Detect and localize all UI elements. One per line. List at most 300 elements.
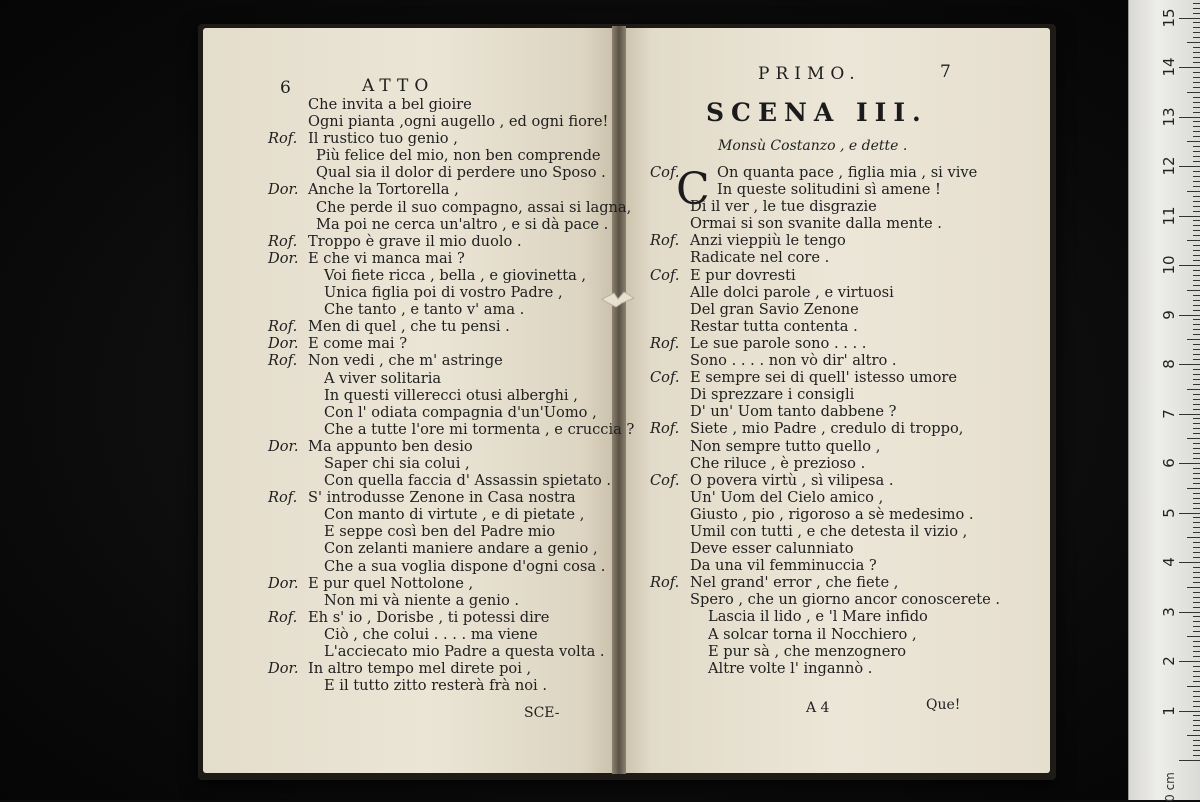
speaker-label: Rof. bbox=[268, 489, 298, 507]
verse-text: Unica figlia poi di vostro Padre , bbox=[324, 284, 563, 302]
ruler-tick bbox=[1187, 42, 1200, 43]
verse-text: Che a tutte l'ore mi tormenta , e cruccia ? bbox=[324, 420, 635, 438]
verse-text: Ogni pianta ,ogni augello , ed ogni fiore! bbox=[308, 113, 609, 131]
verse-text: Qual sia il dolor di perdere uno Sposo . bbox=[316, 164, 606, 182]
text-line bbox=[650, 284, 990, 301]
text-line bbox=[650, 318, 990, 335]
verse-text: Del gran Savio Zenone bbox=[690, 300, 859, 318]
verse-text: Con zelanti maniere andare a genio , bbox=[324, 540, 598, 558]
verse-text: On quanta pace , figlia mia , si vive bbox=[717, 164, 978, 181]
text-line bbox=[268, 233, 613, 250]
text-line bbox=[650, 420, 990, 437]
ruler-tick bbox=[1193, 121, 1200, 122]
ruler-tick bbox=[1187, 587, 1200, 588]
ruler-tick bbox=[1193, 750, 1200, 751]
ruler-tick bbox=[1193, 186, 1200, 187]
speaker-label: Cof. bbox=[650, 266, 680, 284]
verse-text: Con manto di virtute , e di pietate , bbox=[324, 506, 585, 524]
verse-text: Non vedi , che m' astringe bbox=[308, 352, 503, 370]
text-line bbox=[268, 164, 613, 181]
text-line bbox=[268, 352, 613, 369]
text-line bbox=[650, 301, 990, 318]
ruler-tick bbox=[1193, 206, 1200, 207]
ruler-number: 5 bbox=[1160, 507, 1178, 518]
ruler-tick bbox=[1187, 191, 1200, 192]
ruler-tick bbox=[1193, 542, 1200, 543]
text-line bbox=[268, 506, 613, 523]
text-line bbox=[650, 643, 990, 660]
verse-text: E pur sà , che menzognero bbox=[708, 642, 907, 660]
ruler-tick bbox=[1193, 220, 1200, 221]
speaker-label: Rof. bbox=[268, 232, 298, 250]
ruler-tick bbox=[1193, 126, 1200, 127]
verse-text: Non mi và niente a genio . bbox=[324, 591, 520, 609]
speaker-label: Cof. bbox=[650, 164, 680, 181]
ruler-tick bbox=[1187, 636, 1200, 637]
ruler-tick bbox=[1179, 67, 1200, 68]
text-line bbox=[650, 438, 990, 455]
ruler-tick bbox=[1179, 117, 1200, 118]
text-line bbox=[268, 472, 613, 489]
ruler-tick bbox=[1187, 735, 1200, 736]
ruler-tick bbox=[1193, 176, 1200, 177]
text-line bbox=[650, 181, 990, 198]
ruler-tick bbox=[1193, 107, 1200, 108]
text-line bbox=[650, 608, 990, 625]
ruler-tick bbox=[1193, 418, 1200, 419]
text-line bbox=[268, 558, 613, 575]
ruler-tick bbox=[1179, 760, 1200, 761]
ruler-tick bbox=[1179, 265, 1200, 266]
ruler-tick bbox=[1193, 493, 1200, 494]
ruler-unit-label: 0 cm bbox=[1162, 772, 1177, 802]
ruler-tick bbox=[1193, 27, 1200, 28]
text-line bbox=[268, 626, 613, 643]
ruler-number: 12 bbox=[1160, 156, 1178, 176]
ruler-tick bbox=[1193, 656, 1200, 657]
ruler-tick bbox=[1193, 295, 1200, 296]
ruler-tick bbox=[1193, 255, 1200, 256]
verse-text: In queste solitudini sì amene ! bbox=[717, 181, 941, 199]
ruler-tick bbox=[1187, 92, 1200, 93]
ruler-tick bbox=[1193, 102, 1200, 103]
left-page-text bbox=[268, 96, 635, 695]
ruler-tick bbox=[1179, 661, 1200, 662]
ruler-tick bbox=[1193, 136, 1200, 137]
text-line bbox=[268, 130, 613, 147]
ruler-tick bbox=[1193, 47, 1200, 48]
ruler-number: 3 bbox=[1160, 606, 1178, 617]
text-line bbox=[650, 198, 990, 215]
verse-text: Che a sua voglia dispone d'ogni cosa . bbox=[324, 557, 606, 575]
ruler-tick bbox=[1193, 230, 1200, 231]
ruler-tick bbox=[1193, 621, 1200, 622]
ruler-tick bbox=[1193, 730, 1200, 731]
verse-text: Altre volte l' ingannò . bbox=[708, 659, 873, 677]
ruler-tick bbox=[1193, 582, 1200, 583]
ruler-number: 4 bbox=[1160, 557, 1178, 567]
verse-text: Ciò , che colui . . . . ma viene bbox=[324, 625, 538, 643]
ruler-tick bbox=[1193, 260, 1200, 261]
text-line bbox=[268, 575, 613, 592]
verse-text: E pur dovresti bbox=[690, 266, 796, 284]
text-line bbox=[650, 591, 1001, 609]
ruler-tick bbox=[1179, 18, 1200, 19]
ruler-number: 7 bbox=[1160, 408, 1178, 419]
ruler-tick bbox=[1193, 547, 1200, 548]
ruler-tick bbox=[1193, 725, 1200, 726]
verse-text: Men di quel , che tu pensi . bbox=[308, 318, 510, 336]
ruler-tick bbox=[1193, 334, 1200, 335]
verse-text: Radicate nel core . bbox=[690, 249, 830, 267]
ruler-number: 6 bbox=[1160, 458, 1178, 468]
ruler-tick bbox=[1193, 394, 1200, 395]
ruler-tick bbox=[1187, 438, 1200, 439]
ruler-tick bbox=[1193, 32, 1200, 33]
ruler-tick bbox=[1193, 701, 1200, 702]
ruler-tick bbox=[1193, 8, 1200, 9]
signature-mark: A 4 bbox=[806, 700, 830, 716]
text-line bbox=[650, 574, 990, 591]
verse-text: E che vi manca mai ? bbox=[308, 249, 465, 267]
verse-text: L'acciecato mio Padre a questa volta . bbox=[324, 643, 605, 660]
verse-text: Nel grand' error , che fiete , bbox=[690, 574, 899, 592]
measuring-ruler bbox=[1128, 0, 1200, 800]
verse-text: Che invita a bel gioire bbox=[308, 96, 472, 113]
text-line bbox=[268, 284, 613, 301]
text-line bbox=[268, 216, 613, 233]
text-line bbox=[268, 523, 613, 540]
text-line bbox=[650, 232, 990, 249]
speaker-label: Rof. bbox=[268, 318, 298, 336]
speaker-label: Rof. bbox=[650, 420, 680, 438]
text-line bbox=[268, 301, 613, 318]
verse-text: O povera virtù , sì vilipesa . bbox=[690, 471, 894, 489]
ruler-tick bbox=[1193, 567, 1200, 568]
ruler-tick bbox=[1193, 349, 1200, 350]
ruler-tick bbox=[1193, 676, 1200, 677]
text-line bbox=[268, 147, 613, 164]
ruler-tick bbox=[1193, 22, 1200, 23]
ruler-tick bbox=[1193, 616, 1200, 617]
ruler-tick bbox=[1193, 275, 1200, 276]
ruler-number: 11 bbox=[1160, 205, 1178, 226]
ruler-tick bbox=[1193, 196, 1200, 197]
ruler-tick bbox=[1179, 364, 1200, 365]
ruler-tick bbox=[1193, 97, 1200, 98]
ruler-tick bbox=[1193, 572, 1200, 573]
speaker-label: Cof. bbox=[650, 369, 680, 387]
text-line bbox=[268, 489, 613, 506]
verse-text: Con quella faccia d' Assassin spietato . bbox=[324, 472, 612, 490]
scene-title: SCENA III. bbox=[706, 98, 928, 127]
ruler-number: 8 bbox=[1160, 359, 1178, 369]
ruler-tick bbox=[1193, 161, 1200, 162]
speaker-label: Rof. bbox=[650, 334, 680, 352]
ruler-tick bbox=[1193, 3, 1200, 4]
verse-text: Che perde il suo compagno, assai si lagna, bbox=[316, 198, 632, 216]
ruler-tick bbox=[1193, 607, 1200, 608]
ruler-tick bbox=[1193, 631, 1200, 632]
text-line bbox=[268, 677, 613, 694]
text-line bbox=[650, 626, 990, 643]
text-line bbox=[650, 523, 990, 540]
ruler-tick bbox=[1193, 285, 1200, 286]
speaker-label: Rof. bbox=[268, 130, 298, 148]
ruler-tick bbox=[1193, 498, 1200, 499]
ruler-tick bbox=[1193, 319, 1200, 320]
right-page-text bbox=[650, 164, 1001, 677]
ruler-tick bbox=[1193, 483, 1200, 484]
speaker-label: Rof. bbox=[650, 574, 680, 592]
verse-text: E come mai ? bbox=[308, 335, 408, 353]
text-line bbox=[650, 164, 990, 181]
ruler-tick bbox=[1187, 389, 1200, 390]
right-page-number: 7 bbox=[940, 62, 951, 82]
text-line bbox=[650, 267, 990, 284]
ruler-tick bbox=[1193, 453, 1200, 454]
ruler-tick bbox=[1193, 72, 1200, 73]
ruler-tick bbox=[1193, 666, 1200, 667]
ruler-tick bbox=[1193, 280, 1200, 281]
text-line bbox=[650, 249, 990, 266]
ruler-tick bbox=[1187, 537, 1200, 538]
ruler-tick bbox=[1193, 324, 1200, 325]
text-line bbox=[268, 660, 613, 677]
verse-text: Spero , che un giorno ancor conoscerete . bbox=[690, 591, 1001, 609]
verse-text: Anzi vieppiù le tengo bbox=[690, 232, 846, 250]
verse-text: Con l' odiata compagnia d'un'Uomo , bbox=[324, 403, 597, 421]
text-line bbox=[650, 506, 990, 523]
verse-text: Umil con tutti , e che detesta il vizio , bbox=[690, 522, 968, 540]
text-line bbox=[650, 215, 990, 232]
verse-text: Lascia il lido , e 'l Mare infido bbox=[708, 608, 928, 626]
ruler-tick bbox=[1179, 216, 1200, 217]
ruler-number: 13 bbox=[1160, 106, 1178, 127]
ruler-tick bbox=[1193, 354, 1200, 355]
verse-text: E seppe così ben del Padre mio bbox=[324, 523, 556, 541]
ruler-tick bbox=[1193, 478, 1200, 479]
ruler-tick bbox=[1193, 557, 1200, 558]
ruler-tick bbox=[1193, 577, 1200, 578]
ruler-tick bbox=[1193, 458, 1200, 459]
scene-subtitle: Monsù Costanzo , e dette . bbox=[718, 138, 908, 154]
ruler-tick bbox=[1179, 315, 1200, 316]
verse-text: Dì il ver , le tue disgrazie bbox=[690, 198, 877, 216]
ruler-tick bbox=[1193, 310, 1200, 311]
text-line bbox=[650, 455, 990, 472]
verse-text: S' introdusse Zenone in Casa nostra bbox=[308, 489, 576, 507]
ruler-tick bbox=[1179, 513, 1200, 514]
text-line bbox=[268, 643, 613, 660]
ruler-tick bbox=[1193, 52, 1200, 53]
ruler-tick bbox=[1193, 433, 1200, 434]
ruler-tick bbox=[1193, 57, 1200, 58]
ruler-tick bbox=[1193, 201, 1200, 202]
text-line bbox=[268, 198, 632, 216]
speaker-label: Dor. bbox=[268, 574, 299, 592]
ruler-tick bbox=[1193, 270, 1200, 271]
verse-text: D' un' Uom tanto dabbene ? bbox=[690, 403, 897, 421]
verse-text: A solcar torna il Nocchiero , bbox=[708, 625, 917, 643]
ruler-tick bbox=[1193, 522, 1200, 523]
verse-text: Non sempre tutto quello , bbox=[690, 437, 881, 455]
text-line bbox=[268, 267, 613, 284]
verse-text: Che riluce , è prezioso . bbox=[690, 454, 866, 472]
verse-text: In altro tempo mel direte poi , bbox=[308, 660, 532, 678]
ruler-tick bbox=[1193, 62, 1200, 63]
ruler-tick bbox=[1193, 443, 1200, 444]
ruler-tick bbox=[1193, 359, 1200, 360]
text-line bbox=[268, 113, 613, 130]
ruler-number: 2 bbox=[1160, 656, 1178, 666]
ruler-tick bbox=[1193, 225, 1200, 226]
ruler-tick bbox=[1187, 240, 1200, 241]
ruler-tick bbox=[1193, 671, 1200, 672]
ruler-tick bbox=[1193, 250, 1200, 251]
speaker-label: Cof. bbox=[650, 471, 680, 489]
ruler-tick bbox=[1179, 463, 1200, 464]
drop-cap: C bbox=[676, 164, 710, 215]
ruler-tick bbox=[1193, 552, 1200, 553]
ruler-number: 14 bbox=[1160, 57, 1178, 77]
ruler-tick bbox=[1193, 245, 1200, 246]
ruler-tick bbox=[1193, 344, 1200, 345]
ruler-tick bbox=[1193, 706, 1200, 707]
text-line bbox=[268, 540, 613, 557]
text-line bbox=[268, 181, 613, 198]
ruler-tick bbox=[1187, 141, 1200, 142]
verse-text: Da una vil femminuccia ? bbox=[690, 557, 877, 575]
ruler-tick bbox=[1193, 646, 1200, 647]
text-line bbox=[268, 318, 613, 335]
verse-text: Ma appunto ben desio bbox=[308, 437, 473, 455]
ruler-tick bbox=[1193, 404, 1200, 405]
text-line bbox=[650, 403, 990, 420]
ruler-tick bbox=[1193, 740, 1200, 741]
text-line bbox=[268, 250, 613, 267]
ruler-tick bbox=[1193, 641, 1200, 642]
text-line bbox=[268, 592, 613, 609]
verse-text: Ma poi ne cerca un'altro , e si dà pace . bbox=[316, 215, 609, 233]
text-line bbox=[650, 369, 990, 386]
ruler-tick bbox=[1193, 681, 1200, 682]
ruler-tick bbox=[1179, 711, 1200, 712]
text-line bbox=[650, 335, 990, 352]
ruler-tick bbox=[1193, 602, 1200, 603]
verse-text: Il rustico tuo genio , bbox=[308, 130, 458, 148]
ruler-tick bbox=[1193, 715, 1200, 716]
verse-text: E pur quel Nottolone , bbox=[308, 574, 474, 592]
ruler-tick bbox=[1193, 508, 1200, 509]
ruler-tick bbox=[1193, 37, 1200, 38]
ruler-tick bbox=[1193, 305, 1200, 306]
speaker-label: Dor. bbox=[268, 437, 299, 455]
ruler-tick bbox=[1193, 745, 1200, 746]
text-line bbox=[650, 386, 990, 403]
ruler-tick bbox=[1193, 517, 1200, 518]
ruler-tick bbox=[1193, 592, 1200, 593]
ruler-tick bbox=[1193, 156, 1200, 157]
ruler-tick bbox=[1193, 473, 1200, 474]
ruler-number: 10 bbox=[1160, 255, 1178, 275]
verse-text: Eh s' io , Dorisbe , ti potessi dire bbox=[308, 608, 550, 626]
ruler-tick bbox=[1193, 146, 1200, 147]
ruler-number: 15 bbox=[1160, 7, 1178, 28]
ruler-tick bbox=[1193, 171, 1200, 172]
ruler-tick bbox=[1193, 77, 1200, 78]
speaker-label: Dor. bbox=[268, 660, 299, 678]
verse-text: Di sprezzare i consigli bbox=[690, 386, 855, 404]
speaker-label: Dor. bbox=[268, 249, 299, 267]
ruler-tick bbox=[1193, 468, 1200, 469]
verse-text: Deve esser calunniato bbox=[690, 540, 854, 558]
ruler-tick bbox=[1179, 562, 1200, 563]
ruler-tick bbox=[1193, 369, 1200, 370]
verse-text: Che tanto , e tanto v' ama . bbox=[324, 301, 525, 319]
text-line bbox=[268, 96, 613, 113]
verse-text: Saper chi sia colui , bbox=[324, 454, 470, 472]
text-line bbox=[650, 489, 990, 506]
text-line bbox=[650, 352, 990, 369]
left-page-number: 6 bbox=[280, 78, 291, 98]
text-line bbox=[268, 420, 635, 438]
ruler-tick bbox=[1193, 13, 1200, 14]
text-line bbox=[650, 540, 990, 557]
ruler-tick bbox=[1193, 651, 1200, 652]
ruler-tick bbox=[1193, 527, 1200, 528]
verse-text: E sempre sei di quell' istesso umore bbox=[690, 369, 957, 387]
text-line bbox=[268, 370, 613, 387]
ruler-tick bbox=[1193, 374, 1200, 375]
verse-text: Anche la Tortorella , bbox=[308, 181, 459, 199]
ruler-tick bbox=[1187, 488, 1200, 489]
ruler-tick bbox=[1193, 696, 1200, 697]
ruler-tick bbox=[1193, 626, 1200, 627]
verse-text: Sono . . . . non vò dir' altro . bbox=[690, 352, 897, 370]
ruler-tick bbox=[1193, 532, 1200, 533]
ruler-tick bbox=[1193, 112, 1200, 113]
ruler-tick bbox=[1193, 691, 1200, 692]
ruler-tick bbox=[1193, 428, 1200, 429]
verse-text: Alle dolci parole , e virtuosi bbox=[690, 283, 894, 301]
ruler-tick bbox=[1179, 414, 1200, 415]
ruler-tick bbox=[1187, 686, 1200, 687]
ruler-tick bbox=[1193, 235, 1200, 236]
right-catchword: Que! bbox=[926, 697, 961, 713]
right-running-head: PRIMO. bbox=[758, 64, 861, 84]
text-line bbox=[268, 438, 613, 455]
ruler-tick bbox=[1193, 503, 1200, 504]
ruler-tick bbox=[1193, 181, 1200, 182]
ruler-tick bbox=[1193, 423, 1200, 424]
verse-text: Giusto , pio , rigoroso a sè medesimo . bbox=[690, 505, 974, 523]
ruler-tick bbox=[1193, 384, 1200, 385]
text-line bbox=[268, 387, 613, 404]
speaker-label: Dor. bbox=[268, 181, 299, 199]
verse-text: Le sue parole sono . . . . bbox=[690, 334, 867, 352]
text-line bbox=[268, 404, 613, 421]
speaker-label: Rof. bbox=[268, 608, 298, 626]
verse-text: Un' Uom del Cielo amico , bbox=[690, 488, 884, 506]
speaker-label: Rof. bbox=[268, 352, 298, 370]
speaker-label: Dor. bbox=[268, 335, 299, 353]
verse-text: Siete , mio Padre , credulo di troppo, bbox=[690, 420, 964, 438]
verse-text: Ormai si son svanite dalla mente . bbox=[690, 215, 942, 233]
ruler-number: 1 bbox=[1160, 705, 1178, 716]
ruler-tick bbox=[1193, 399, 1200, 400]
ruler-tick bbox=[1193, 755, 1200, 756]
